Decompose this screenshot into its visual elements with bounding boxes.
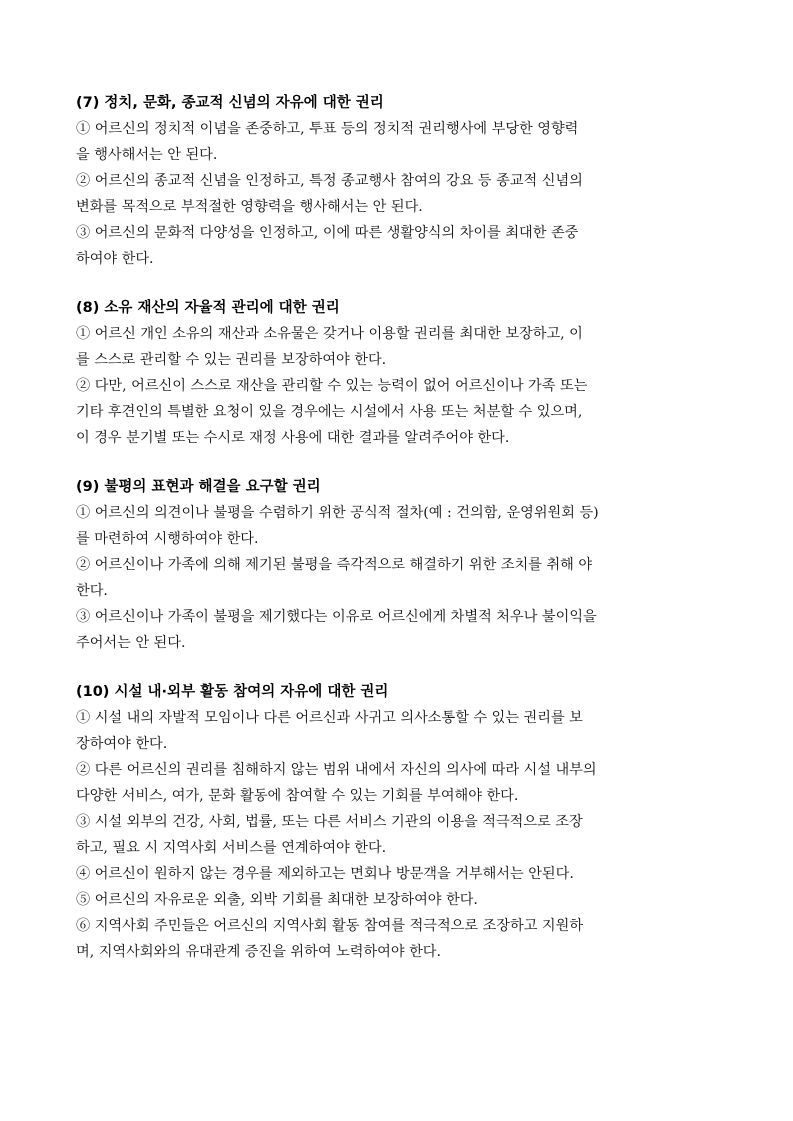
paragraph-line: 를 스스로 관리할 수 있는 권리를 보장하여야 한다. — [76, 352, 387, 368]
paragraph-line: ⑤ 어르신의 자유로운 외출, 외박 기회를 최대한 보장하여야 한다. — [76, 892, 478, 908]
paragraph-line: 이 경우 분기별 또는 수시로 재정 사용에 대한 결과를 알려주어야 한다. — [76, 430, 510, 446]
paragraph-line: ② 다만, 어르신이 스스로 재산을 관리할 수 있는 능력이 없어 어르신이나 가족 또는 — [76, 378, 588, 394]
section-heading: (9) 불평의 표현과 해결을 요구할 권리 — [76, 479, 321, 495]
paragraph-line: 를 마련하여 시행하여야 한다. — [76, 531, 259, 547]
paragraph-line: ① 시설 내의 자발적 모임이나 다른 어르신과 사귀고 의사소통할 수 있는 권리를 보 — [76, 710, 583, 726]
paragraph-line: ① 어르신 개인 소유의 재산과 소유물은 갖거나 이용할 권리를 최대한 보장하고, 이 — [76, 326, 583, 342]
section-activity-participation — [76, 679, 716, 965]
paragraph-line: 며, 지역사회와의 유대관계 증진을 위하여 노력하여야 한다. — [76, 944, 442, 960]
paragraph-line: ① 어르신의 의견이나 불평을 수렴하기 위한 공식적 절차(예 : 건의함, 운영위원회 등) — [76, 505, 599, 521]
paragraph-line: 하고, 필요 시 지역사회 서비스를 연계하여야 한다. — [76, 840, 387, 856]
paragraph-line: 하여야 한다. — [76, 251, 154, 267]
paragraph-line: 기타 후견인의 특별한 요청이 있을 경우에는 시설에서 사용 또는 처분할 수 있으며, — [76, 404, 583, 420]
paragraph-line: ② 어르신의 종교적 신념을 인정하고, 특정 종교행사 참여의 강요 등 종교적 신념의 — [76, 173, 583, 189]
paragraph-line: ① 어르신의 정치적 이념을 존중하고, 투표 등의 정치적 권리행사에 부당한 영향력 — [76, 121, 579, 137]
paragraph-line: 주어서는 안 된다. — [76, 635, 186, 651]
paragraph-line: 을 행사해서는 안 된다. — [76, 147, 218, 163]
paragraph-line: 장하여야 한다. — [76, 736, 168, 752]
document-body — [76, 90, 716, 988]
paragraph-line: 변화를 목적으로 부적절한 영향력을 행사해서는 안 된다. — [76, 199, 423, 215]
paragraph-line: ② 어르신이나 가족에 의해 제기된 불평을 즉각적으로 해결하기 위한 조치를 취해 야 — [76, 557, 593, 573]
section-complaint-resolution — [76, 474, 716, 656]
section-political-cultural-religious-freedom — [76, 90, 716, 272]
section-heading: (8) 소유 재산의 자율적 관리에 대한 권리 — [76, 300, 340, 316]
paragraph-line: ⑥ 지역사회 주민들은 어르신의 지역사회 활동 참여를 적극적으로 조장하고 지원하 — [76, 918, 584, 934]
section-property-management — [76, 295, 716, 451]
paragraph-line: 다양한 서비스, 여가, 문화 활동에 참여할 수 있는 기회를 부여해야 한다. — [76, 788, 519, 804]
paragraph-line: ③ 어르신의 문화적 다양성을 인정하고, 이에 따른 생활양식의 차이를 최대한 존중 — [76, 225, 579, 241]
paragraph-line: 한다. — [76, 583, 108, 599]
paragraph-line: ② 다른 어르신의 권리를 침해하지 않는 범위 내에서 자신의 의사에 따라 시설 내부의 — [76, 762, 597, 778]
paragraph-line: ③ 시설 외부의 건강, 사회, 법률, 또는 다른 서비스 기관의 이용을 적극적으로 조장 — [76, 814, 583, 830]
paragraph-line: ③ 어르신이나 가족이 불평을 제기했다는 이유로 어르신에게 차별적 처우나 불이익을 — [76, 609, 597, 625]
section-heading: (7) 정치, 문화, 종교적 신념의 자유에 대한 권리 — [76, 95, 384, 111]
section-heading: (10) 시설 내·외부 활동 참여의 자유에 대한 권리 — [76, 684, 389, 700]
paragraph-line: ④ 어르신이 원하지 않는 경우를 제외하고는 면회나 방문객을 거부해서는 안된다. — [76, 866, 574, 882]
